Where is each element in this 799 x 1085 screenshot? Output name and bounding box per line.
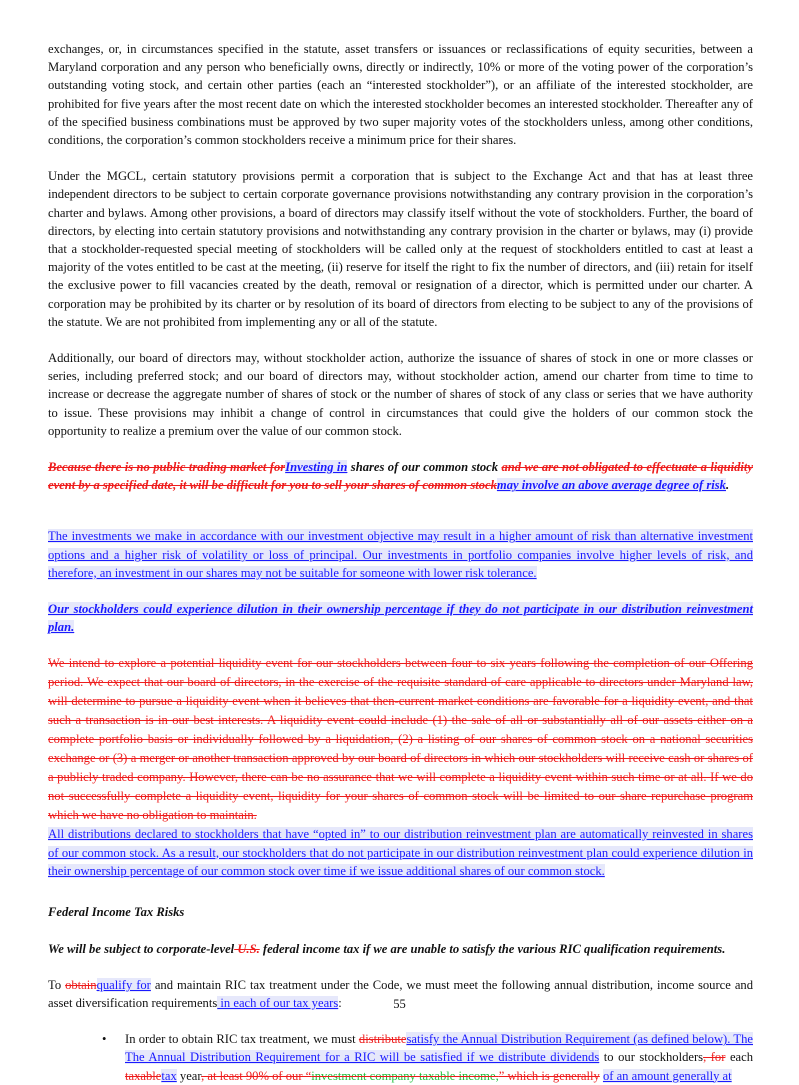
inserted-text: of an amount generally at bbox=[602, 1068, 732, 1083]
risk-heading-ric bbox=[48, 940, 753, 958]
inserted-text: tax bbox=[161, 1068, 177, 1083]
heading-end: . bbox=[725, 478, 730, 493]
inserted-text: may involve an above average degree of risk bbox=[496, 478, 726, 493]
page-number: 55 bbox=[393, 997, 406, 1011]
deleted-text: Because there is no public trading market for bbox=[48, 460, 286, 475]
inserted-text: Our stockholders could experience dilution in their ownership percentage if they do not participate in our distribution reinvestment plan. bbox=[48, 602, 753, 635]
risk-heading-dilution bbox=[48, 600, 753, 636]
deleted-text: and we are not obligated to effectuate a liquidity event by a specified date, it will be difficult for you to sell your shares of common stock bbox=[48, 460, 754, 493]
deleted-text: distribute bbox=[358, 1032, 407, 1047]
heading-text: We will be subject to corporate-level bbox=[48, 941, 235, 956]
text: To bbox=[48, 977, 66, 992]
text: year bbox=[176, 1068, 202, 1083]
deleted-text: We intend to explore a potential liquidity event for our stockholders between four to six years following the completion of our Offering period. We expect that our board of directors, in the exercise of the requisite standard of care applicable to directors under Maryland law, will determine to pursue a liquidity event when it believes that then-current market conditions are favorable for a liquidity event, and that such a transaction is in our best interests. A liquidity event could include (1) the sale of all or substantially all of our assets either on a complete portfolio basis or individually followed by a liquidation, (2) a listing of our shares of common stock on a national securities exchange or (3) a merger or another transaction approved by our board of directors in which our stockholders will receive cash or shares of a publicly traded company. However, there can be no assurance that we will complete a liquidity event within such time or at all. If we do not successfully complete a liquidity event, liquidity for your shares of common stock will be limited to our share repurchase program which we have no obligation to maintain. bbox=[48, 656, 753, 822]
deleted-text: , for bbox=[703, 1050, 726, 1065]
deleted-text: taxable bbox=[125, 1068, 162, 1083]
paragraph-board-authority: Additionally, our board of directors may, without stockholder action, authorize the issuance of shares of stock in one or more classes or series, including preferred stock; and our board of directors may, without stockholder action, amend our charter from time to time to increase or decrease the aggregate number of shares of stock or the number of shares of stock of any class or series that we have authority to issue. These provisions may inhibit a change of control in circumstances that could give the holders of our common stock the opportunity to realize a premium over the value of our common stock. bbox=[48, 351, 753, 438]
paragraph-liquidity-event bbox=[48, 654, 753, 824]
paragraph-investment-risk bbox=[48, 527, 753, 582]
inserted-text: All distributions declared to stockholders that have “opted in” to our distribution reinvestment plan are automatically reinvested in shares of our common stock. As a result, our stockholders that do not participate in our distribution reinvestment plan could experience dilution in their ownership percentage of our common stock over time if we issue additional shares of our common stock. bbox=[48, 826, 753, 879]
paragraph-interested-stockholder: exchanges, or, in circumstances specified in the statute, asset transfers or issuances or reclassifications of equity securities, between a Maryland corporation and any person who beneficially owns, directly or indirectly, 10% or more of the voting power of the corporation’s outstanding voting stock, and certain other parties (each an “interested stockholder”), or an affiliate of the interested stockholder, are prohibited for five years after the most recent date on which the interested stockholder becomes an interested stockholder. Thereafter any of of the specified business combinations must be approved by two super majority votes of the stockholders unless, among other conditions, conditions, the corporation’s common stockholders receive a minimum price for their shares. bbox=[48, 42, 753, 148]
text: : bbox=[338, 995, 342, 1010]
inserted-text: qualify for bbox=[96, 977, 151, 992]
paragraph-distribution-reinvestment bbox=[48, 825, 753, 882]
document-page bbox=[48, 40, 753, 1085]
deleted-text: ” which is generally bbox=[498, 1068, 600, 1083]
inserted-text: satisfy the Annual Distribution Requirement (as defined below). The The Annual Distribution Requirement for a RIC will be satisfied if we distribute dividends bbox=[125, 1032, 753, 1065]
inserted-text: The investments we make in accordance with our investment objective may result in a higher amount of risk than alternative investment options and a higher risk of volatility or loss of principal. Our investments in portfolio companies involve higher levels of risk, and therefore, an investment in our shares may not be suitable for someone with lower risk tolerance. bbox=[48, 529, 753, 580]
text: In order to obtain RIC tax treatment, we must bbox=[125, 1032, 359, 1047]
text: each bbox=[725, 1050, 754, 1065]
heading-text: shares of our common stock bbox=[347, 460, 502, 475]
deleted-text: U.S. bbox=[234, 941, 260, 956]
text: and maintain RIC tax treatment under the Code, we must meet the following annual distribution, income source and asset diversification requirements bbox=[48, 977, 753, 1010]
bullet-text bbox=[125, 1030, 753, 1085]
section-heading: Federal Income Tax Risks bbox=[48, 905, 185, 920]
bullet-list-item bbox=[48, 1030, 753, 1085]
deleted-text: obtain bbox=[65, 977, 97, 992]
bullet-icon: • bbox=[102, 1032, 107, 1047]
deleted-text: , at least 90% of our “ bbox=[201, 1068, 312, 1083]
moved-text: investment company taxable income, bbox=[311, 1068, 499, 1083]
risk-heading-investing bbox=[48, 458, 753, 494]
heading-text: federal income tax if we are unable to satisfy the various RIC qualification requirements. bbox=[259, 941, 726, 956]
paragraph-mgcl-provisions: Under the MGCL, certain statutory provisions permit a corporation that is subject to the Exchange Act and that has at least three independent directors to be subject to certain corporate governance provisions notwithstanding any contrary provision in the corporation’s charter and bylaws. Among other provisions, a board of directors may classify itself without the vote of stockholders. Further, the board of directors, by electing into certain statutory provisions and notwithstanding any contrary provision in the charter or bylaws, may (i) provide that a stockholder-requested special meeting of stockholders will be called only at the request of stockholders entitled to cast at least a majority of the votes entitled to be cast at the meeting, (ii) reserve for itself the right to fix the number of directors, and (iii) retain for itself the exclusive power to fill vacancies created by the death, removal or resignation of a director, which is permitted under our charter. A corporation may be prohibited by its charter or by resolution of its board of directors from electing to be subject to any of the provisions of the statute. We are not prohibited from implementing any or all of the statute. bbox=[48, 169, 753, 329]
inserted-text: in each of our tax years bbox=[217, 995, 339, 1010]
text: to our stockholders bbox=[599, 1050, 704, 1065]
inserted-text: Investing in bbox=[285, 460, 348, 475]
